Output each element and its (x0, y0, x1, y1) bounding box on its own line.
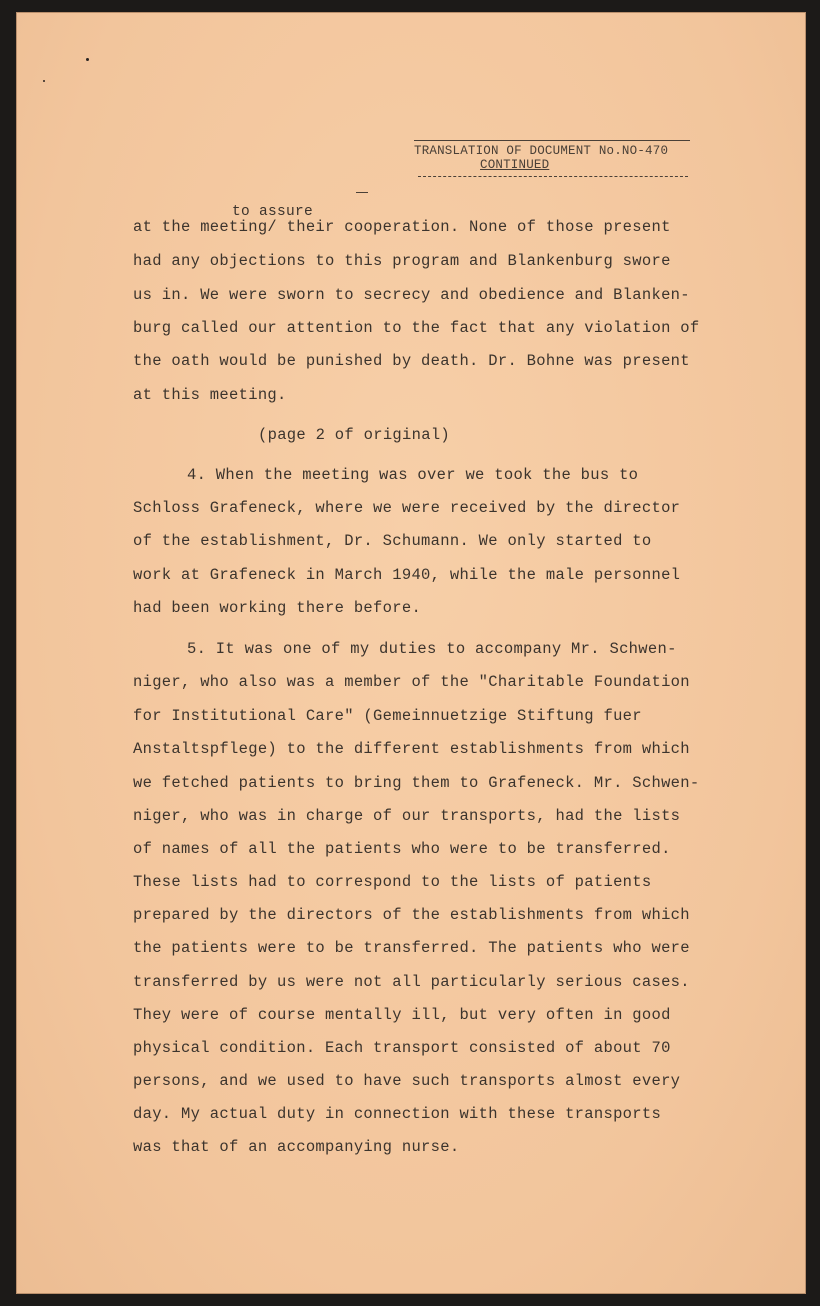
text-line: of the establishment, Dr. Schumann. We only started to (133, 532, 652, 550)
text-line: Anstaltspflege) to the different establishments from which (133, 740, 690, 758)
header-rule (418, 176, 688, 177)
text-line: physical condition. Each transport consisted of about 70 (133, 1039, 671, 1057)
text-line: had any objections to this program and Blankenburg swore (133, 252, 671, 270)
text-line: the patients were to be transferred. The patients who were (133, 939, 690, 957)
text-line: us in. We were sworn to secrecy and obedience and Blanken- (133, 286, 690, 304)
text-line: for Institutional Care" (Gemeinnuetzige Stiftung fuer (133, 707, 642, 725)
text-line: day. My actual duty in connection with these transports (133, 1105, 662, 1123)
handwritten-insertion: to assure (232, 204, 314, 220)
text-line: we fetched patients to bring them to Grafeneck. Mr. Schwen- (133, 774, 700, 792)
text-line: They were of course mentally ill, but very often in good (133, 1006, 671, 1024)
text-line: niger, who was in charge of our transports, had the lists (133, 807, 681, 825)
text-line: of names of all the patients who were to be transferred. (133, 840, 671, 858)
text-line: burg called our attention to the fact that any violation of (133, 319, 700, 337)
header-dash-mark (356, 192, 368, 193)
text-line: These lists had to correspond to the lists of patients (133, 873, 652, 891)
text-line: 5. It was one of my duties to accompany Mr. Schwen- (187, 640, 677, 658)
paper-speck (86, 58, 89, 61)
text-line: niger, who also was a member of the "Charitable Foundation (133, 673, 690, 691)
text-line: prepared by the directors of the establishments from which (133, 906, 690, 924)
text-line: work at Grafeneck in March 1940, while the male personnel (133, 566, 681, 584)
text-line: at this meeting. (133, 386, 287, 404)
document-header (414, 140, 690, 172)
text-line: transferred by us were not all particularly serious cases. (133, 973, 690, 991)
header-continued: CONTINUED (480, 158, 550, 172)
text-line: had been working there before. (133, 599, 422, 617)
text-line: persons, and we used to have such transports almost every (133, 1072, 681, 1090)
text-line: Schloss Grafeneck, where we were received by the director (133, 499, 681, 517)
text-line: 4. When the meeting was over we took the bus to (187, 466, 639, 484)
header-title: TRANSLATION OF DOCUMENT No.NO-470 (414, 140, 690, 158)
text-line: was that of an accompanying nurse. (133, 1138, 460, 1156)
page-note: (page 2 of original) (258, 426, 451, 444)
text-line: the oath would be punished by death. Dr. Bohne was present (133, 352, 690, 370)
paper-speck (43, 80, 45, 82)
text-line: at the meeting/ their cooperation. None of those present (133, 218, 671, 236)
